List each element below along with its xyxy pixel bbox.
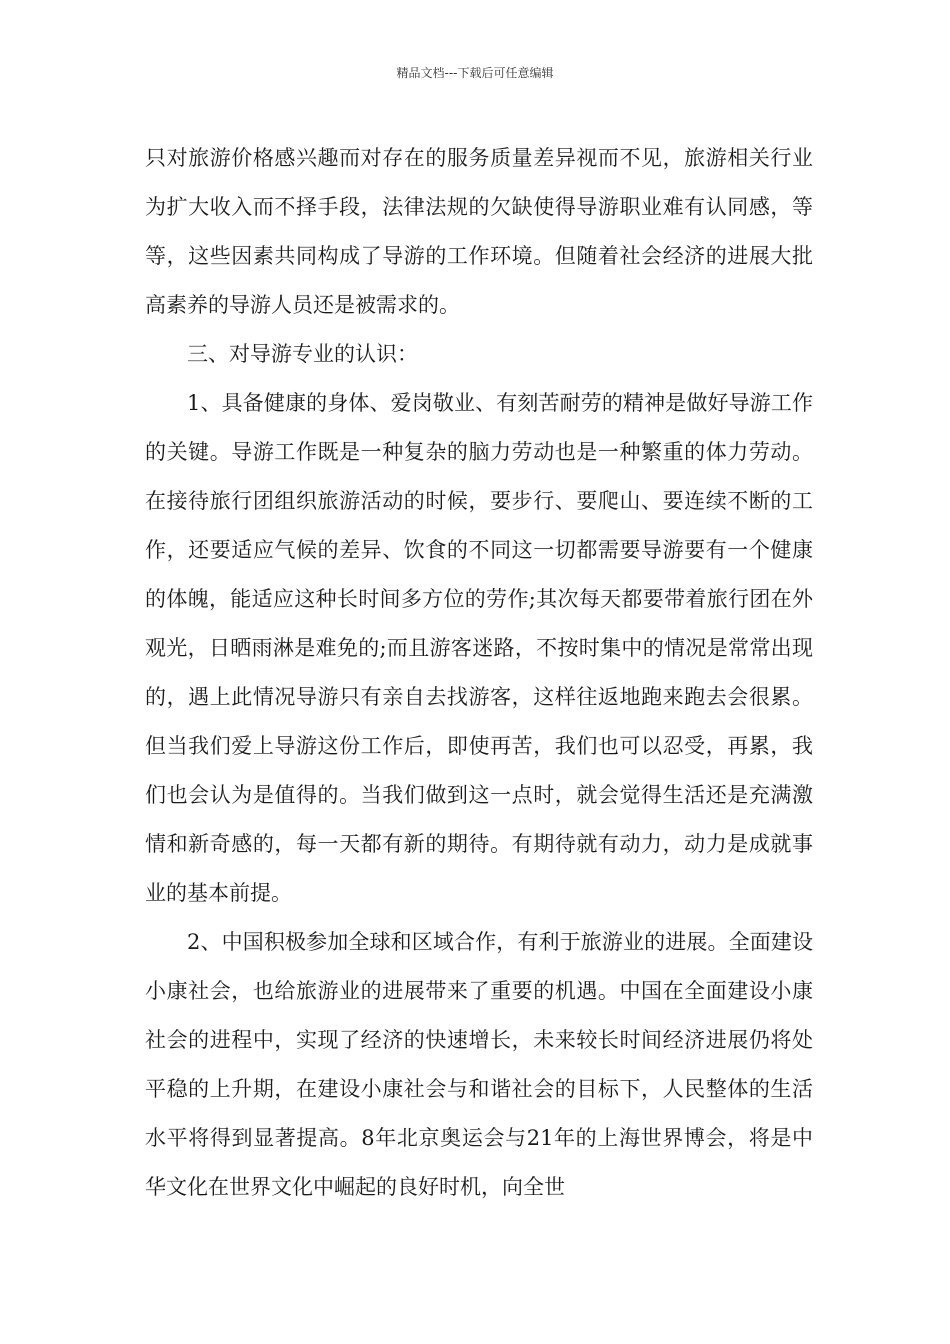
paragraph-continuation: 只对旅游价格感兴趣而对存在的服务质量差异视而不见，旅游相关行业为扩大收入而不择手段，法律法规的欠缺使得导游职业难有认同感，等等，这些因素共同构成了导游的工作环境。但随着社会经济的进展大批高素养的导游人员还是被需求的。 xyxy=(145,146,813,317)
paragraph-point-1: 1、具备健康的身体、爱岗敬业、有刻苦耐劳的精神是做好导游工作的关键。导游工作既是一种复杂的脑力劳动也是一种繁重的体力劳动。在接待旅行团组织旅游活动的时候，要步行、要爬山、要连续不断的工作，还要适应气候的差异、饮食的不同这一切都需要导游要有一个健康的体魄，能适应这种长时间多方位的劳作;其次每天都要带着旅行团在外观光，日晒雨淋是难免的;而且游客迷路，不按时集中的情况是常常出现的，遇上此情况导游只有亲自去找游客，这样往返地跑来跑去会很累。但当我们爱上导游这份工作后，即使再苦，我们也可以忍受，再累，我们也会认为是值得的。当我们做到这一点时，就会觉得生活还是充满激情和新奇感的，每一天都有新的期待。有期待就有动力，动力是成就事业的基本前提。 xyxy=(145,391,813,905)
document-body xyxy=(145,134,813,1212)
paragraph-point-2: 2、中国积极参加全球和区域合作，有利于旅游业的进展。全面建设小康社会，也给旅游业的进展带来了重要的机遇。中国在全面建设小康社会的进程中，实现了经济的快速增长，未来较长时间经济进展仍将处平稳的上升期，在建设小康社会与和谐社会的目标下，人民整体的生活水平将得到显著提高。8年北京奥运会与21年的上海世界博会，将是中华文化在世界文化中崛起的良好时机，向全世 xyxy=(145,930,813,1199)
section-heading: 三、对导游专业的认识： xyxy=(187,342,418,366)
page-header: 精品文档---下载后可任意编辑 xyxy=(396,66,554,80)
